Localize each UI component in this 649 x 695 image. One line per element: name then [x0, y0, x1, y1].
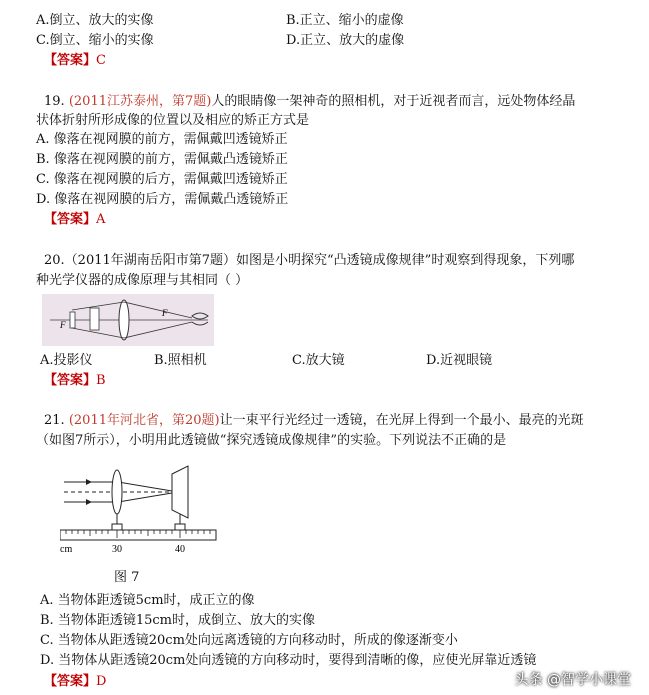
answer-label: 【答案】: [44, 212, 97, 227]
q21-answer: [44, 673, 106, 691]
answer-value: A: [96, 212, 106, 227]
q21-stem-line2: （如图7所示），小明用此透镜做“探究透镜成像规律”的实验。下列说法不正确的是: [36, 433, 507, 448]
q21-option-d: D. 当物体从距透镜20cm处向透镜的方向移动时，要得到清晰的像，应使光屏靠近透镜: [40, 653, 537, 668]
q19-source: (2011江苏泰州，第7题): [68, 94, 212, 109]
q19-stem-line2: 状体折射所形成像的位置以及相应的矫正方式是: [36, 113, 310, 128]
q20-option-d: D.近视眼镜: [426, 353, 493, 368]
focal-label-right: F: [162, 308, 168, 318]
q18-option-d: D.正立、放大的虚像: [286, 33, 405, 48]
q19-option-a: A. 像落在视网膜的前方，需佩戴凹透镜矫正: [36, 132, 288, 147]
ruler-tick-30: 30: [112, 544, 122, 555]
q19-number: 19.: [44, 94, 65, 109]
lens-holder: [112, 524, 122, 530]
ruler-unit: cm: [60, 544, 73, 555]
q18-option-b: B.正立、缩小的虚像: [286, 13, 404, 28]
answer-label: 【答案】: [44, 674, 97, 689]
q21-figure-caption: 图 7: [114, 570, 140, 585]
q21-number: 21.: [44, 413, 65, 428]
q19-option-d: D. 像落在视网膜的后方，需佩戴凸透镜矫正: [36, 192, 289, 207]
q21-option-c: C. 当物体从距透镜20cm处向远离透镜的方向移动时，所成的像逐渐变小: [40, 633, 458, 648]
q20-option-a: A.投影仪: [40, 353, 93, 368]
ruler-tick-40: 40: [175, 544, 185, 555]
q19-stem-line1: [44, 93, 575, 111]
candle-image: [90, 308, 99, 330]
q20-answer: [44, 372, 106, 390]
ruler: [60, 530, 216, 540]
q21-figure: [60, 460, 220, 556]
refracted-ray: [118, 492, 178, 502]
q18-option-a: A.倒立、放大的实像: [36, 13, 154, 28]
q21-option-a: A. 当物体距透镜5cm时，成正立的像: [40, 593, 255, 608]
q21-option-b: B. 当物体距透镜15cm时，成倒立、放大的实像: [40, 613, 315, 628]
q19-option-b: B. 像落在视网膜的前方，需佩戴凸透镜矫正: [36, 152, 288, 167]
q18-option-c: C.倒立、缩小的实像: [36, 33, 154, 48]
q20-figure: [42, 294, 214, 346]
q20-stem-line1: 20.（2011年湖南岳阳市第7题）如图是小明探究“凸透镜成像规律”时观察到得现象，下列哪: [44, 253, 575, 268]
arrow-icon: [86, 499, 92, 505]
convex-lens: [119, 300, 129, 340]
q21-stem-text: 让一束平行光经过一透镜，在光屏上得到一个最小、最亮的光斑: [219, 413, 584, 428]
q21-stem-line1: [44, 412, 584, 430]
q20-option-c: C.放大镜: [292, 353, 345, 368]
watermark: 头条 @智学小课堂: [514, 672, 631, 688]
focal-label-left: F: [60, 320, 66, 330]
arrow-icon: [86, 479, 92, 485]
refracted-ray: [118, 482, 178, 492]
q21-source: (2011年河北省，第20题): [68, 413, 220, 428]
candle-object: [70, 312, 75, 328]
q20-stem-line2: 种光学仪器的成像原理与其相同（ ）: [36, 273, 249, 288]
screen-holder: [175, 524, 185, 530]
q19-option-c: C. 像落在视网膜的后方，需佩戴凹透镜矫正: [36, 172, 288, 187]
q18-answer: [44, 52, 106, 70]
light-screen: [172, 466, 188, 518]
answer-value: B: [96, 373, 106, 388]
q20-option-b: B.照相机: [154, 353, 207, 368]
convex-lens: [112, 470, 122, 514]
q19-stem-text: 人的眼睛像一架神奇的照相机，对于近视者而言，远处物体经晶: [211, 94, 576, 109]
answer-value: C: [96, 53, 106, 68]
answer-label: 【答案】: [44, 53, 97, 68]
answer-label: 【答案】: [44, 373, 97, 388]
answer-value: D: [96, 674, 107, 689]
q19-answer: [44, 211, 105, 229]
